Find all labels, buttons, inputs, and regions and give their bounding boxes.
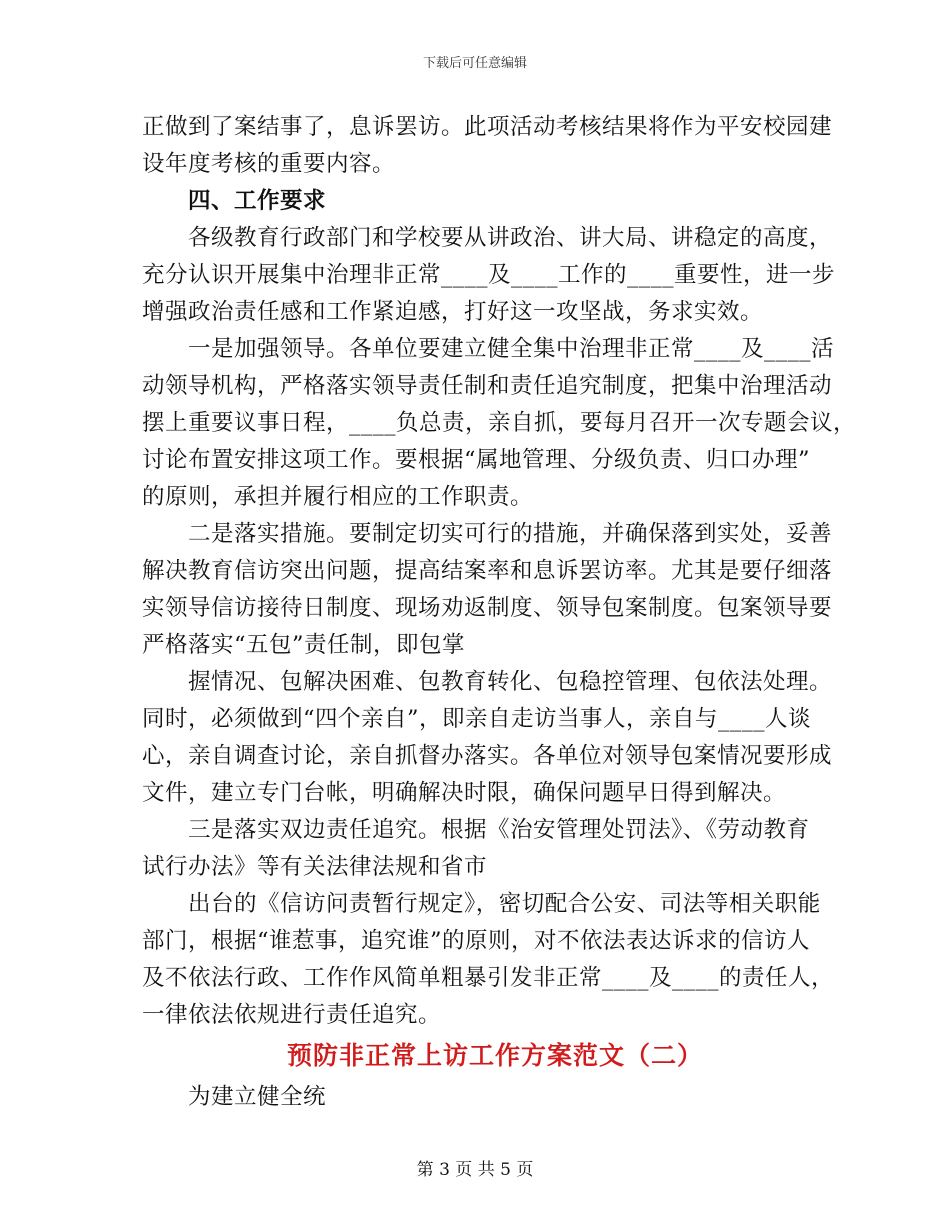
- body-line: 各级教育行政部门和学校要从讲政治、讲大局、讲稳定的高度，: [188, 225, 833, 251]
- body-line: 正做到了案结事了，息诉罢访。此项活动考核结果将作为平安校园建: [142, 114, 833, 140]
- body-line: 一律依法依规进行责任追究。: [142, 1002, 442, 1028]
- body-line: 实领导信访接待日制度、现场劝返制度、领导包案制度。包案领导要: [142, 595, 833, 621]
- body-line: 充分认识开展集中治理非正常____及____工作的____重要性，进一步: [142, 262, 836, 288]
- body-line: 试行办法》等有关法律法规和省市: [142, 854, 488, 880]
- page-header: 下载后可任意编辑: [422, 56, 527, 71]
- body-line: 三是落实双边责任追究。根据《治安管理处罚法》、《劳动教育: [188, 817, 810, 843]
- section-heading: 四、工作要求: [188, 188, 327, 214]
- body-line: 解决教育信访突出问题，提高结案率和息诉罢访率。尤其是要仔细落: [142, 558, 833, 584]
- body-line: 增强政治责任感和工作紧迫感，打好这一攻坚战，务求实效。: [142, 299, 764, 325]
- body-line: 一是加强领导。各单位要建立健全集中治理非正常____及____活: [188, 336, 835, 362]
- body-line: 部门，根据“谁惹事，追究谁”的原则，对不依法表达诉求的信访人: [142, 928, 811, 954]
- body-line: 设年度考核的重要内容。: [142, 151, 396, 177]
- body-line: 同时，必须做到“四个亲自”，即亲自走访当事人，亲自与____人谈: [142, 706, 812, 732]
- body-line: 的原则，承担并履行相应的工作职责。: [142, 484, 534, 510]
- body-line: 讨论布置安排这项工作。要根据“属地管理、分级负责、归口办理”: [142, 447, 811, 473]
- body-line: 为建立健全统: [188, 1084, 327, 1110]
- body-line: 二是落实措施。要制定切实可行的措施，并确保落到实处，妥善: [188, 521, 833, 547]
- body-line: 文件，建立专门台帐，明确解决时限，确保问题早日得到解决。: [142, 780, 787, 806]
- section-title: 预防非正常上访工作方案范文（二）: [286, 1041, 703, 1070]
- body-line: 动领导机构，严格落实领导责任制和责任追究制度，把集中治理活动: [142, 373, 833, 399]
- body-line: 及不依法行政、工作作风简单粗暴引发非正常____及____的责任人，: [142, 965, 835, 991]
- body-line: 心，亲自调查讨论，亲自抓督办落实。各单位对领导包案情况要形成: [142, 743, 833, 769]
- body-line: 严格落实“五包”责任制，即包掌: [142, 632, 466, 658]
- body-line: 摆上重要议事日程，____负总责，亲自抓，要每月召开一次专题会议，: [142, 410, 857, 436]
- body-line: 握情况、包解决困难、包教育转化、包稳控管理、包依法处理。: [188, 669, 833, 695]
- body-line: 出台的《信访问责暂行规定》，密切配合公安、司法等相关职能: [188, 891, 821, 917]
- page-footer: 第 3 页 共 5 页: [416, 1160, 534, 1180]
